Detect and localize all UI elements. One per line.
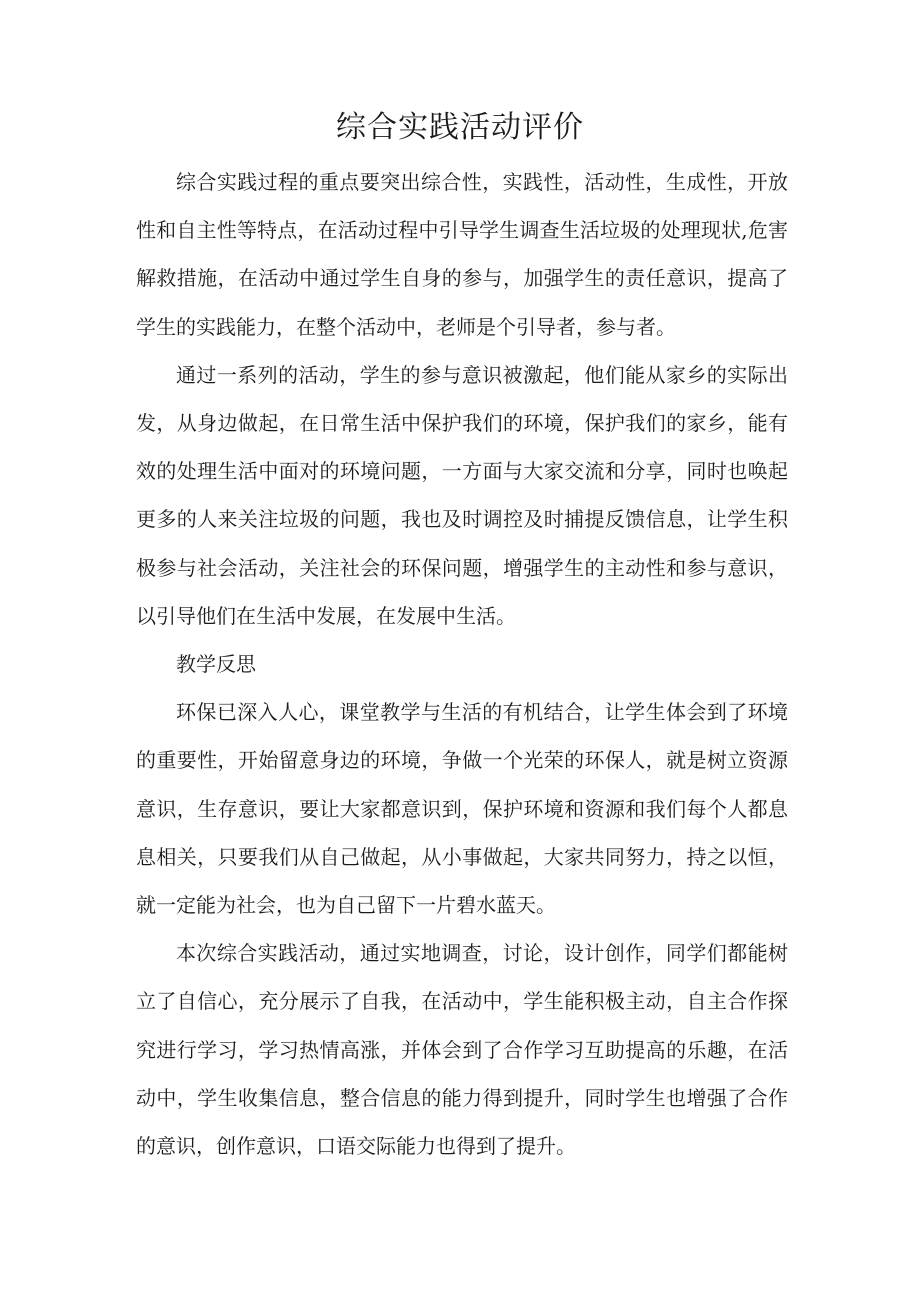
section-heading-reflection: 教学反思 — [176, 652, 256, 677]
document-body — [136, 158, 788, 1170]
body-paragraph-2: 通过一系列的活动，学生的参与意识被激起，他们能从家乡的实际出发，从身边做起，在日常生活中保护我们的环境，保护我们的家乡，能有效的处理生活中面对的环境问题，一方面与大家交流和分享，同时也唤起更多的人来关注垃圾的问题，我也及时调控及时捕提反馈信息，让学生积极参与社会活动，关注社会的环保问题，增强学生的主动性和参与意识，以引导他们在生活中发展，在发展中生活。 — [136, 362, 788, 628]
body-paragraph-1: 综合实践过程的重点要突出综合性，实践性，活动性，生成性，开放性和自主性等特点，在活动过程中引导学生调查生活垃圾的处理现状,危害解救措施，在活动中通过学生自身的参与，加强学生的责任意识，提高了学生的实践能力，在整个活动中，老师是个引导者，参与者。 — [136, 170, 788, 339]
reflection-paragraph-1: 环保已深入人心，课堂教学与生活的有机结合，让学生体会到了环境的重要性，开始留意身边的环境，争做一个光荣的环保人，就是树立资源意识，生存意识，要让大家都意识到，保护环境和资源和我们每个人都息息相关，只要我们从自己做起，从小事做起，大家共同努力，持之以恒，就一定能为社会，也为自己留下一片碧水蓝天。 — [136, 700, 788, 918]
reflection-paragraph-2: 本次综合实践活动，通过实地调查，讨论，设计创作，同学们都能树立了自信心，充分展示了自我，在活动中，学生能积极主动，自主合作探究进行学习，学习热情高涨，并体会到了合作学习互助提高的乐趣，在活动中，学生收集信息，整合信息的能力得到提升，同时学生也增强了合作的意识，创作意识，口语交际能力也得到了提升。 — [136, 941, 788, 1159]
document-title: 综合实践活动评价 — [336, 110, 584, 145]
